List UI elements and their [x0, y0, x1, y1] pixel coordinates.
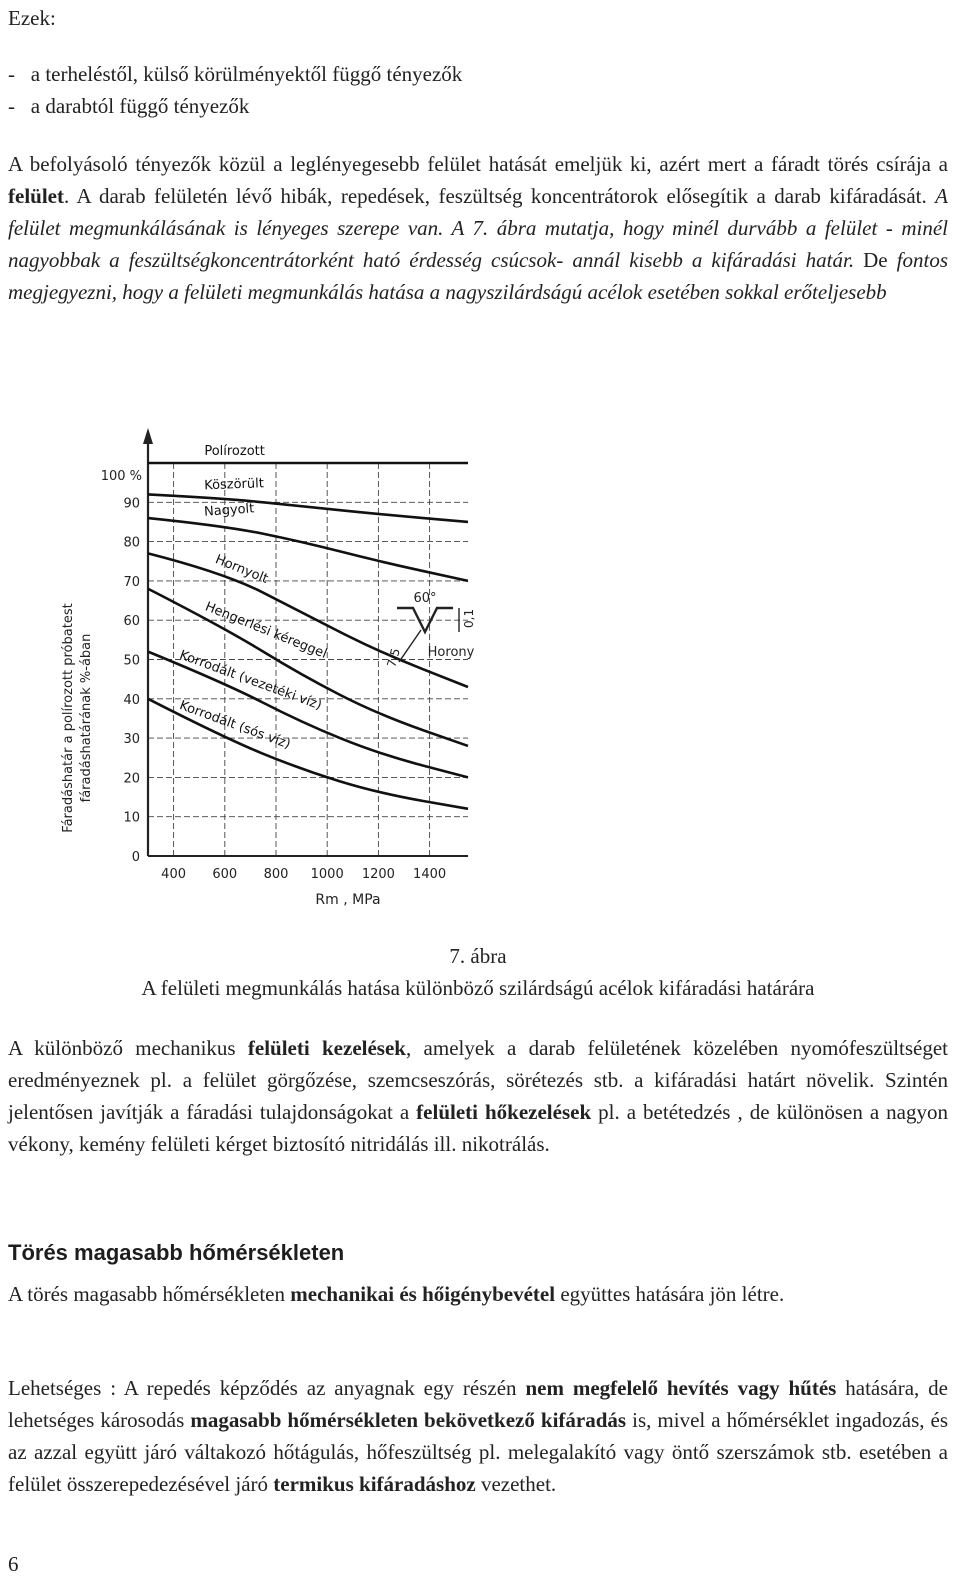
x-tick-label: 1000 [310, 867, 344, 882]
y-tick-label: 50 [123, 653, 140, 669]
y-axis-label: fáradáshatárának %-ában [79, 633, 94, 803]
figure-caption [8, 940, 948, 1004]
fatigue-limit-chart [48, 418, 488, 918]
y-tick-label: 10 [123, 810, 140, 826]
notch-label: Horony [427, 645, 475, 660]
y-tick-label: 40 [123, 692, 140, 708]
list-item: - a terheléstől, külső körülményektől függő tényezők [8, 62, 463, 86]
chart-series-labels [177, 444, 329, 752]
section-heading: Törés magasabb hőmérsékleten [8, 1240, 345, 1265]
y-tick-label: 30 [123, 732, 140, 748]
caption-number: 7. ábra [449, 944, 507, 968]
series-label: Köszörült [203, 476, 265, 494]
series-label: Korrodált (vezetéki víz) [177, 647, 324, 714]
y-tick-label: 20 [123, 771, 140, 787]
y-axis-label: Fáradáshatár a polírozott próbatest [61, 603, 76, 833]
y-tick-label: 80 [123, 535, 140, 551]
notch-depth: 0,1 [462, 608, 476, 628]
x-tick-label: 800 [263, 867, 289, 882]
series-label: Korrodált (sós víz) [177, 698, 293, 753]
paragraph-surface-treatments: A különböző mechanikus felületi kezelések, amelyek a darab felületének közelében nyomófeszültséget eredményeznek pl. a felület görgőzése, szemcseszórás, sörétezés stb. a kifáradási határt növelik. Szintén jelentősen javítják a fáradási tulajdonságokat a felületi hőkezelések pl. a betétedzés , de különösen a nagyon vékony, kemény felületi kérget biztosító nitridálás ill. nikotrálás. [8, 1036, 949, 1156]
chart-series [148, 463, 468, 809]
x-tick-label: 1400 [413, 867, 447, 882]
notch-angle: 60° [413, 591, 437, 606]
intro-text: Ezek: [8, 6, 56, 30]
y-axis-label-group [61, 603, 94, 832]
x-tick-label: 1200 [361, 867, 395, 882]
notch-radius: 7,5 [384, 646, 403, 669]
notch-radius-line [399, 630, 421, 662]
page-number: 6 [8, 1552, 19, 1576]
series-label: Hengerlési kéreggel [202, 599, 329, 662]
series-label: Hornyolt [213, 552, 271, 587]
series-label: Polírozott [204, 444, 265, 459]
y-tick-label: 60 [123, 614, 140, 630]
x-axis-label: Rm , MPa [315, 892, 381, 908]
series-line [148, 494, 468, 522]
x-tick-label: 600 [212, 867, 238, 882]
series-label: Nagyolt [203, 501, 255, 520]
y-tick-label: 0 [131, 850, 140, 865]
series-line [148, 518, 468, 581]
factor-list [8, 58, 462, 122]
list-item: - a darabtól függő tényezők [8, 94, 250, 118]
y-tick-label: 90 [123, 496, 140, 512]
caption-text: A felületi megmunkálás hatása különböző szilárdságú acélok kifáradási határára [141, 976, 815, 1000]
paragraph-high-temp-causes: Lehetséges : A repedés képződés az anyagnak egy részén nem megfelelő hevítés vagy hűtés hatására, de lehetséges károsodás magasabb hőmérsékleten bekövetkező kifáradás is, mivel a hőmérséklet ingadozás, és az azzal együtt járó váltakozó hőtágulás, hőfeszültség pl. melegalakító vagy öntő szerszámok stb. esetében a felület összerepedezésével járó termikus kifáradáshoz vezethet. [8, 1376, 949, 1496]
y-top-label: 100 % [100, 469, 142, 484]
y-tick-label: 70 [123, 574, 140, 590]
y-axis-arrow [143, 428, 153, 444]
figure-7 [48, 418, 488, 918]
x-tick-label: 400 [161, 867, 187, 882]
paragraph-high-temp-intro: A törés magasabb hőmérsékleten mechanikai és hőigénybevétel együttes hatására jön létre. [8, 1282, 785, 1306]
notch-inset [384, 591, 476, 669]
paragraph-surface-effect: A befolyásoló tényezők közül a leglényegesebb felület hatását emeljük ki, azért mert a fáradt törés csírája a felület. A darab felületén lévő hibák, repedések, feszültség koncentrátorok elősegítik a darab kifáradását. A felület megmunkálásának is lényeges szerepe van. A 7. ábra mutatja, hogy minél durvább a felület - minél nagyobbak a feszültségkoncentrátorként ható érdesség csúcsok- annál kisebb a kifáradási határ. De fontos megjegyezni, hogy a felületi megmunkálás hatása a nagyszilárdságú acélok esetében sokkal erőteljesebb [8, 152, 948, 304]
